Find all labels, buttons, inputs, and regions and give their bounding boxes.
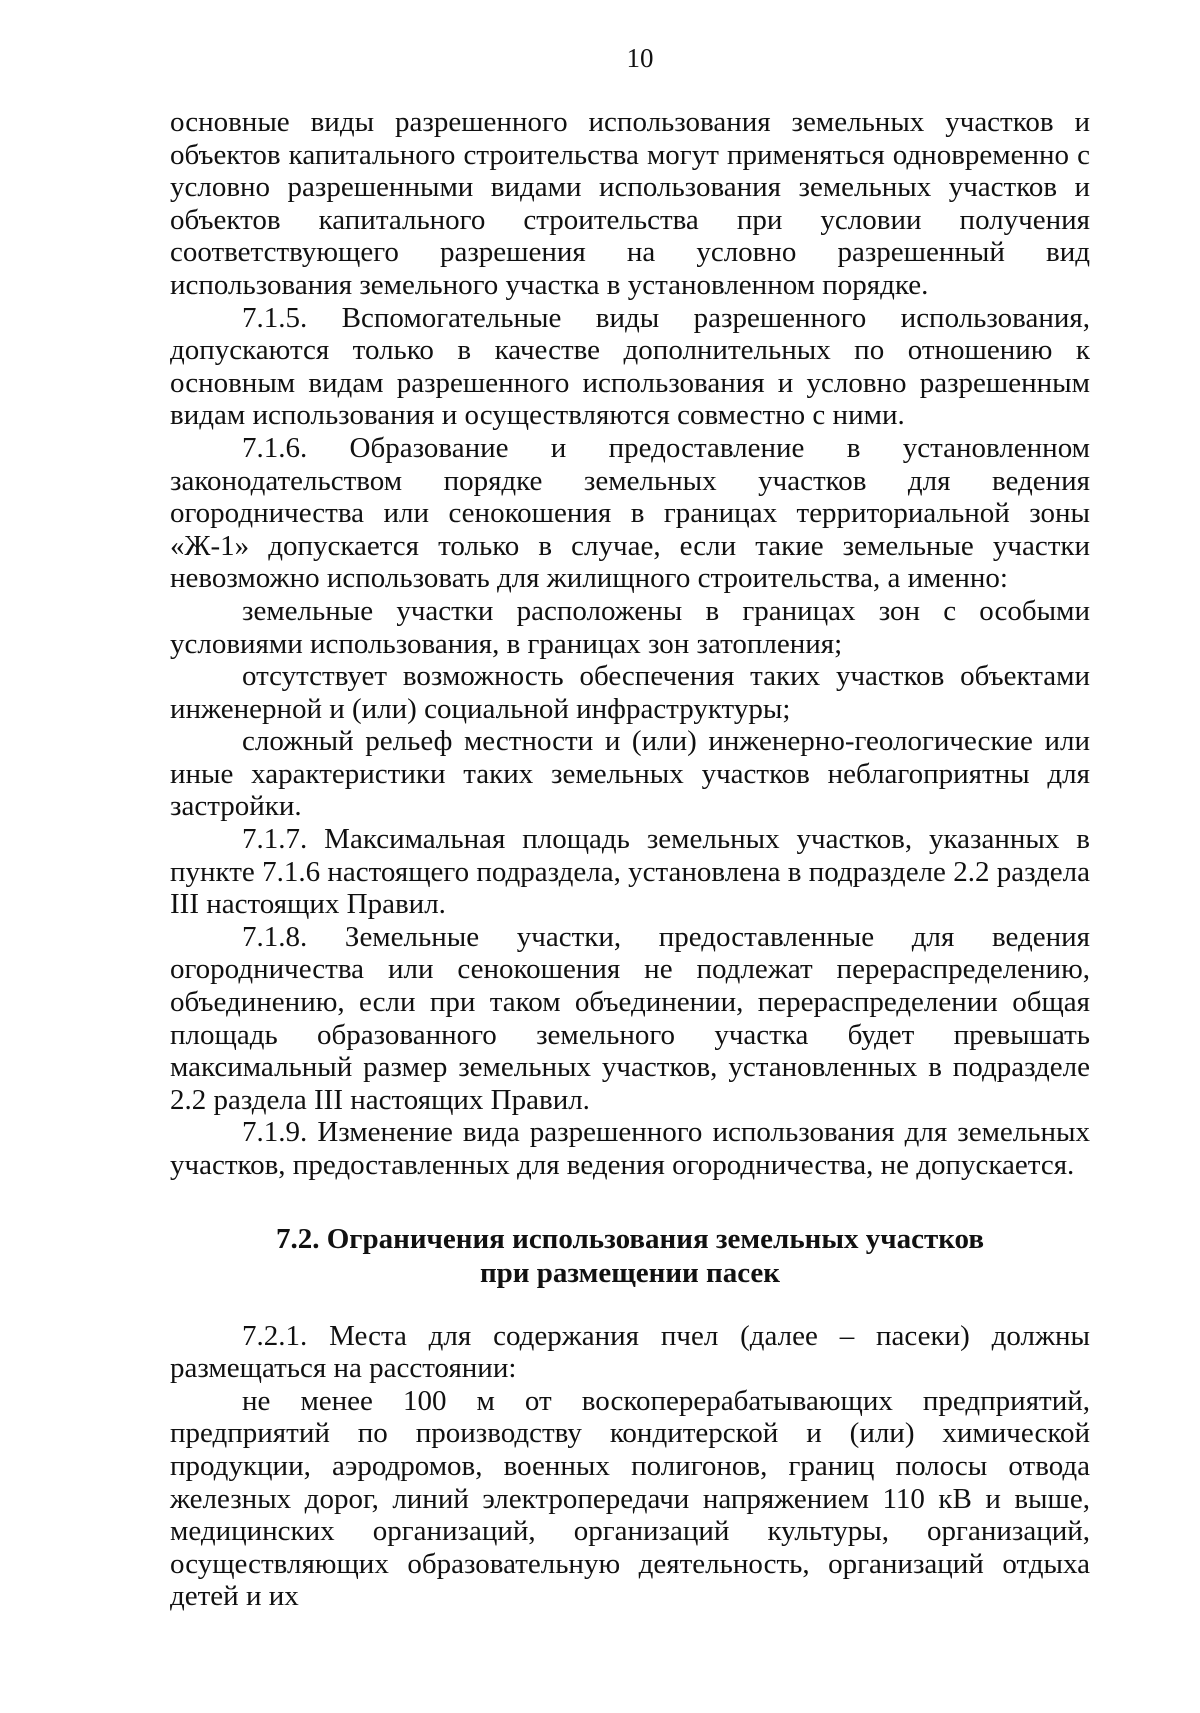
list-item: земельные участки расположены в границах зон с особыми условиями использования, в границах зон затопления; xyxy=(170,594,1090,660)
paragraph-7-1-9: 7.1.9. Изменение вида разрешенного использования для земельных участков, предоставленных для ведения огородничества, не допускается. xyxy=(170,1116,1090,1181)
section-heading xyxy=(170,1222,1090,1290)
paragraph-7-1-6: 7.1.6. Образование и предоставление в установленном законодательством порядке земельных участков для ведения огородничества или сенокошения в границах территориальной зоны «Ж-1» допускается только в случае, если такие земельные участки невозможно использовать для жилищного строительства, а именно: xyxy=(170,431,1090,595)
document-body xyxy=(170,106,1090,1613)
page-number: 10 xyxy=(626,43,654,73)
paragraph: основные виды разрешенного использования земельных участков и объектов капитального строительства могут применяться одновременно с условно разрешенными видами использования земельных участков и объектов капитального строительства при условии получения соответствующего разрешения на условно разрешенный вид использования земельного участка в установленном порядке. xyxy=(170,106,1090,301)
section-heading-line-1: 7.2. Ограничения использования земельных участков xyxy=(276,1222,984,1255)
list-item: не менее 100 м от воскоперерабатывающих предприятий, предприятий по производству кондитерской и (или) химической продукции, аэродромов, военных полигонов, границ полосы отвода железных дорог, линий электропередачи напряжением 110 кВ и выше, медицинских организаций, организаций культуры, организаций, осуществляющих образовательную деятельность, организаций отдыха детей и их xyxy=(170,1384,1090,1613)
section-heading-line-2: при размещении пасек xyxy=(479,1256,781,1289)
list-item: сложный рельеф местности и (или) инженерно-геологические или иные характеристики таких земельных участков неблагоприятны для застройки. xyxy=(170,725,1090,823)
paragraph-7-1-8: 7.1.8. Земельные участки, предоставленные для ведения огородничества или сенокошения не подлежат перераспределению, объединению, если при таком объединении, перераспределении общая площадь образованного земельного участка будет превышать максимальный размер земельных участков, установленных в подразделе 2.2 раздела III настоящих Правил. xyxy=(170,920,1090,1116)
paragraph-7-1-5: 7.1.5. Вспомогательные виды разрешенного использования, допускаются только в качестве дополнительных по отношению к основным видам разрешенного использования и условно разрешенным видам использования и осуществляются совместно с ними. xyxy=(170,301,1090,432)
list-item: отсутствует возможность обеспечения таких участков объектами инженерной и (или) социальной инфраструктуры; xyxy=(170,660,1090,725)
paragraph-7-2-1: 7.2.1. Места для содержания пчел (далее – пасеки) должны размещаться на расстоянии: xyxy=(170,1319,1090,1385)
paragraph-7-1-7: 7.1.7. Максимальная площадь земельных участков, указанных в пункте 7.1.6 настоящего подраздела, установлена в подразделе 2.2 раздела III настоящих Правил. xyxy=(170,823,1090,921)
